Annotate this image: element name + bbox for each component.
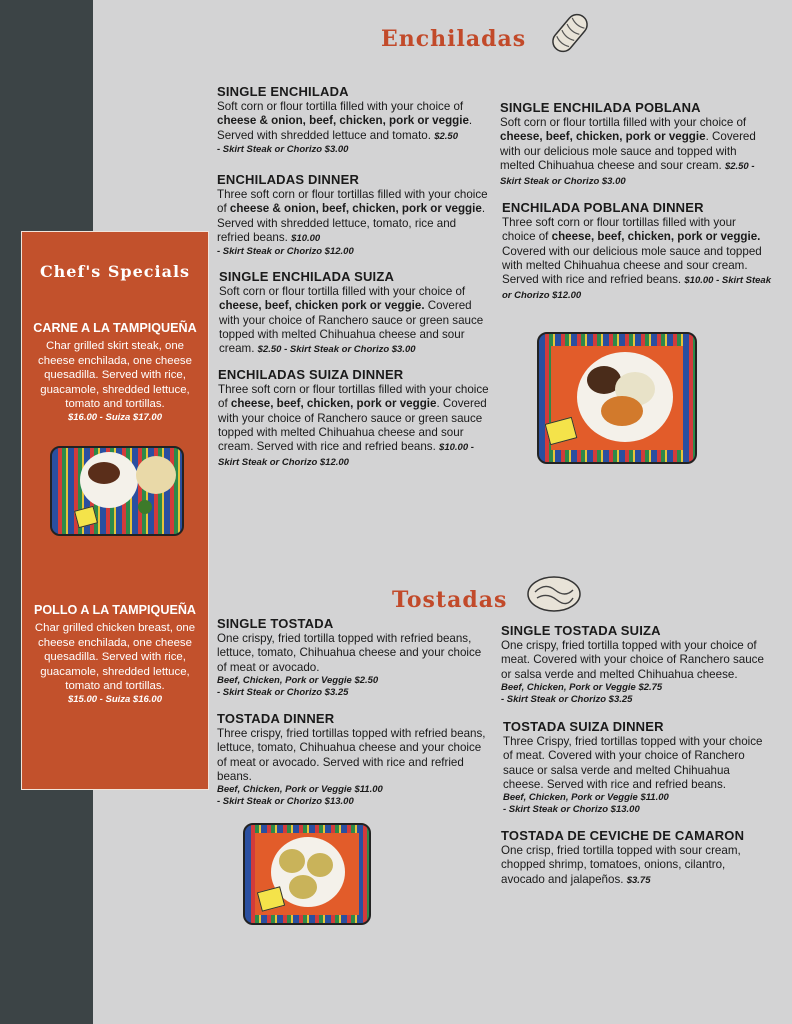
- tostadas-title: Tostadas: [392, 587, 508, 613]
- item-name: ENCHILADAS SUIZA DINNER: [218, 367, 404, 382]
- menu-item-enchilada-poblana-dinner: [502, 201, 772, 303]
- item-desc-bold: cheese, beef, chicken, pork or veggie: [500, 130, 706, 144]
- item-name: TOSTADA DE CEVICHE DE CAMARON: [501, 828, 745, 843]
- item-price: $2.50 - Skirt Steak or Chorizo $3.00: [257, 344, 416, 356]
- item-price: Beef, Chicken, Pork or Veggie $11.00: [217, 784, 383, 796]
- menu-item-tostada-suiza-dinner: [503, 720, 773, 816]
- item-price: $2.50 - Skirt Steak or Chorizo $3.00: [500, 160, 755, 188]
- item-price: Beef, Chicken, Pork or Veggie $2.50: [217, 674, 379, 686]
- special-item-carne: [22, 321, 208, 426]
- chefs-specials-panel: [21, 231, 209, 790]
- specials-title: Chef's Specials: [39, 262, 191, 281]
- enchiladas-title: Enchiladas: [381, 26, 527, 52]
- item-price: $10.00 - Skirt Steak or Chorizo $12.00: [502, 275, 771, 302]
- item-desc: Soft corn or flour tortilla filled with your choice of: [217, 100, 464, 114]
- item-name: TOSTADA SUIZA DINNER: [503, 719, 664, 734]
- item-sub-price: - Skirt Steak or Chorizo $3.00: [217, 143, 349, 155]
- item-desc: One crispy, fried tortilla topped with your choice of meat. Covered with your choice of Ranchero sauce or salsa verde and melted Chihuahua cheese.: [501, 639, 764, 681]
- food-photo: [243, 823, 371, 925]
- item-desc-bold: cheese, beef, chicken, pork or veggie: [230, 397, 437, 411]
- enchilada-icon: [548, 10, 592, 56]
- item-name: SINGLE ENCHILADA SUIZA: [219, 269, 395, 284]
- item-name: SINGLE ENCHILADA: [217, 84, 349, 99]
- item-desc: Three soft corn or flour tortillas filled with your choice of: [217, 188, 488, 216]
- item-desc: Char grilled chicken breast, one cheese enchilada, one cheese quesadilla. Served with rice, guacamole, shredded lettuce, tomato and tortillas.: [34, 622, 196, 693]
- item-price: $3.75: [626, 874, 651, 886]
- item-name: SINGLE TOSTADA: [217, 616, 334, 631]
- item-desc: Three soft corn or flour tortillas filled with your choice of: [502, 216, 736, 244]
- item-desc: Char grilled skirt steak, one cheese enchilada, one cheese quesadilla. Served with rice, guacamole, shredded lettuce, tomato and tortillas.: [38, 340, 192, 411]
- item-name: SINGLE TOSTADA SUIZA: [501, 623, 661, 638]
- item-desc: . Covered with our delicious mole sauce and topped with melted Chihuahua cheese and sour cream.: [500, 130, 756, 172]
- item-price: $10.00 - Skirt Steak or Chorizo $12.00: [218, 442, 474, 469]
- special-item-pollo: [22, 603, 208, 708]
- item-name: TOSTADA DINNER: [217, 711, 335, 726]
- item-desc: Soft corn or flour tortilla filled with your choice of: [219, 285, 466, 299]
- item-desc-bold: cheese, beef, chicken pork or veggie.: [219, 299, 425, 313]
- item-name: POLLO A LA TAMPIQUEÑA: [33, 603, 197, 617]
- item-price: $15.00 - Suiza $16.00: [67, 694, 162, 706]
- menu-item-tostada-dinner: [217, 712, 492, 808]
- item-sub-price: - Skirt Steak or Chorizo $12.00: [217, 246, 354, 258]
- item-desc-bold: cheese, beef, chicken, pork or veggie.: [551, 230, 761, 244]
- item-sub-price: - Skirt Steak or Chorizo $3.25: [501, 693, 633, 705]
- item-desc: . Covered with your choice of Ranchero sauce or green sauce topped with melted Chihuahua cheese and sour cream. Served with rice and refried beans.: [218, 397, 487, 454]
- item-price: $16.00 - Suiza $17.00: [67, 412, 162, 424]
- item-name: SINGLE ENCHILADA POBLANA: [500, 100, 701, 115]
- menu-item-enchiladas-dinner: [217, 173, 489, 258]
- item-name: ENCHILADAS DINNER: [217, 172, 360, 187]
- menu-item-tostada-de-ceviche: [501, 829, 771, 888]
- food-photo: [50, 446, 184, 536]
- item-price: Beef, Chicken, Pork or Veggie $2.75: [501, 681, 663, 693]
- item-price: $10.00: [291, 232, 321, 244]
- menu-item-single-enchilada-poblana: [500, 101, 770, 189]
- item-price: Beef, Chicken, Pork or Veggie $11.00: [503, 792, 669, 804]
- item-desc: Covered with our delicious mole sauce and topped with melted Chihuahua cheese and sour cream. Served with rice and refried beans.: [502, 244, 762, 287]
- item-desc-bold: cheese & onion, beef, chicken, pork or veggie: [217, 114, 469, 128]
- item-name: CARNE A LA TAMPIQUEÑA: [33, 321, 197, 335]
- item-sub-price: - Skirt Steak or Chorizo $13.00: [503, 804, 640, 816]
- item-price: $2.50: [434, 130, 458, 142]
- menu-item-single-tostada: [217, 617, 492, 699]
- item-sub-price: - Skirt Steak or Chorizo $3.25: [217, 686, 349, 698]
- food-photo: [537, 332, 697, 464]
- item-desc: Three crispy, fried tortillas topped with refried beans, lettuce, tomato, Chihuahua cheese and your choice of meat or avocado. Served with rice and refried beans.: [217, 727, 486, 783]
- item-sub-price: - Skirt Steak or Chorizo $13.00: [217, 796, 354, 808]
- item-desc: Covered with your choice of Ranchero sauce or green sauce topped with melted Chihuahua cheese and sour cream.: [219, 299, 484, 356]
- item-desc: One crisp, fried tortilla topped with sour cream, chopped shrimp, tomatoes, onions, cilantro, avocado and jalapeños.: [501, 844, 741, 886]
- item-desc: . Served with shredded lettuce, tomato, rice and refried beans.: [217, 202, 486, 244]
- item-desc: . Served with shredded lettuce and tomato.: [217, 114, 473, 142]
- item-desc: One crispy, fried tortilla topped with refried beans, lettuce, tomato, Chihuahua cheese and your choice of meat or avocado.: [217, 632, 482, 674]
- item-desc-bold: cheese & onion, beef, chicken, pork or veggie: [229, 202, 482, 216]
- menu-item-single-tostada-suiza: [501, 624, 771, 706]
- menu-item-single-enchilada-suiza: [219, 270, 495, 357]
- menu-item-enchiladas-suiza-dinner: [218, 368, 490, 470]
- menu-item-single-enchilada: [217, 85, 489, 156]
- item-name: ENCHILADA POBLANA DINNER: [502, 200, 704, 215]
- item-desc: Three soft corn or flour tortillas filled with your choice of: [218, 383, 489, 411]
- item-desc: Soft corn or flour tortilla filled with your choice of: [500, 116, 747, 130]
- tostada-icon: [525, 574, 583, 614]
- item-desc: Three Crispy, fried tortillas topped with your choice of meat. Covered with your choice of Ranchero sauce or salsa verde and melted Chihuahua cheese. Served with rice and refried beans.: [503, 735, 763, 791]
